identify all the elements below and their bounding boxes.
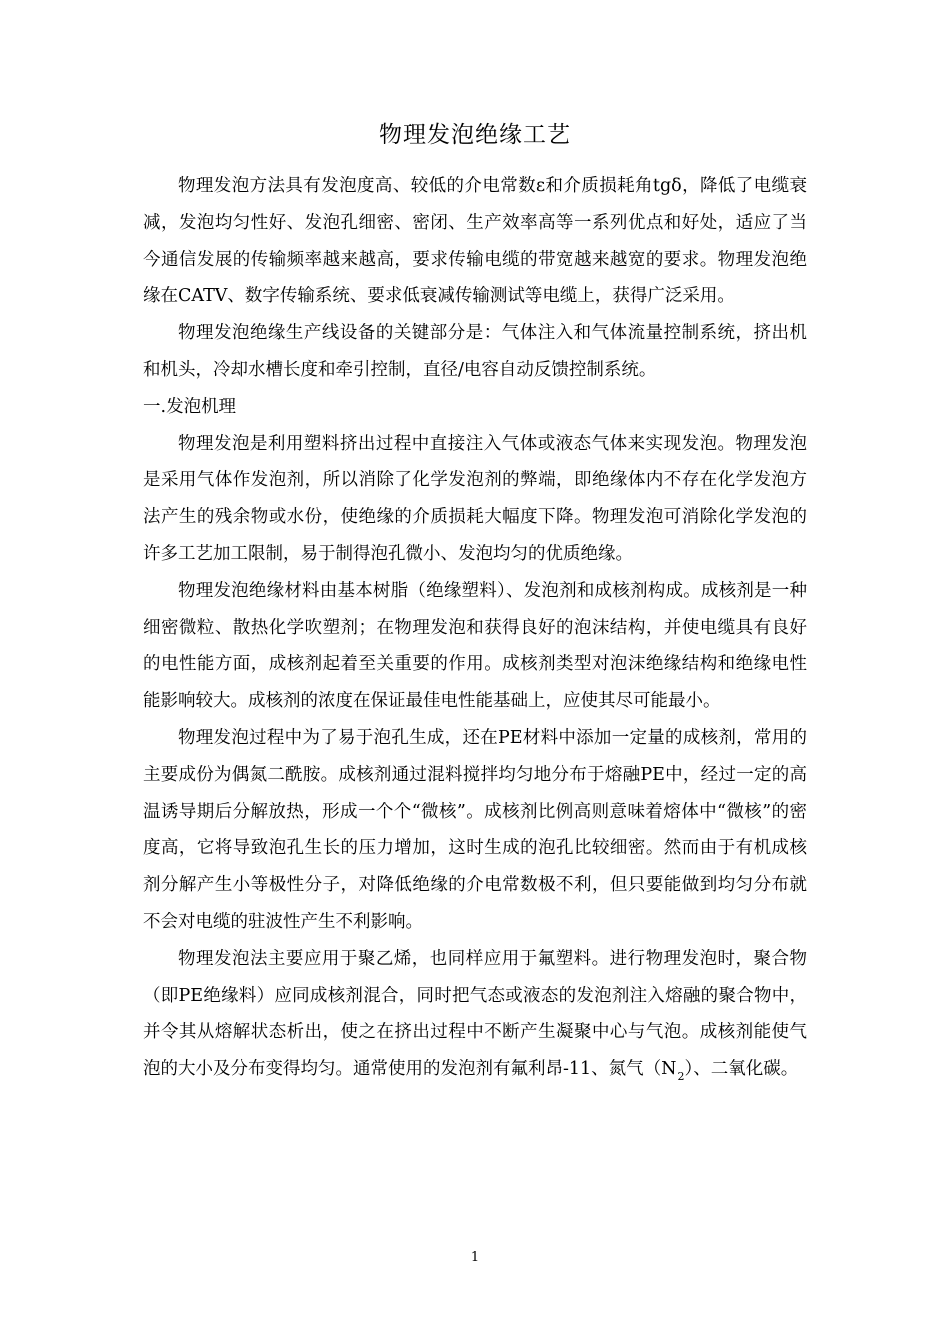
paragraph-nucleating-agent: 物理发泡过程中为了易于泡孔生成，还在PE材料中添加一定量的成核剂，常用的主要成份为偶氮二酰胺。成核剂通过混料搅拌均匀地分布于熔融PE中，经过一定的高温诱导期后分解放热，形成一个个“微核”。成核剂比例高则意味着熔体中“微核”的密度高，它将导致泡孔生长的压力增加，这时生成的泡孔比较细密。然而由于有机成核剂分解产生小等极性分子，对降低绝缘的介电常数极不利，但只要能做到均匀分布就不会对电缆的驻波性产生不利影响。	[143, 727, 807, 932]
document-title: 物理发泡绝缘工艺	[379, 122, 571, 148]
subscript-two: 2	[677, 1070, 685, 1084]
paragraph-intro: 物理发泡方法具有发泡度高、较低的介电常数ε和介质损耗角tgδ，降低了电缆衰减，发泡均匀性好、发泡孔细密、密闭、生产效率高等一系列优点和好处，适应了当今通信发展的传输频率越来越高，要求传输电缆的带宽越来越宽的要求。物理发泡绝缘在CATV、数字传输系统、要求低衰减传输测试等电缆上，获得广泛采用。	[143, 176, 807, 307]
paragraph-materials: 物理发泡绝缘材料由基本树脂（绝缘塑料）、发泡剂和成核剂构成。成核剂是一种细密微粒、散热化学吹塑剂；在物理发泡和获得良好的泡沫结构，并使电缆具有良好的电性能方面，成核剂起着至关重要的作用。成核剂类型对泡沫绝缘结构和绝缘电性能影响较大。成核剂的浓度在保证最佳电性能基础上，应使其尽可能最小。	[143, 580, 807, 712]
document-body	[143, 168, 807, 1096]
paragraph-mechanism: 物理发泡是利用塑料挤出过程中直接注入气体或液态气体来实现发泡。物理发泡是采用气体作发泡剂，所以消除了化学发泡剂的弊端，即绝缘体内不存在化学发泡方法产生的残余物或水份，使绝缘的介质损耗大幅度下降。物理发泡可消除化学发泡的许多工艺加工限制，易于制得泡孔微小、发泡均匀的优质绝缘。	[143, 433, 807, 564]
paragraph-application	[143, 941, 807, 1096]
paragraph-equipment: 物理发泡绝缘生产线设备的关键部分是：气体注入和气体流量控制系统，挤出机和机头，冷却水槽长度和牵引控制，直径/电容自动反馈控制系统。	[143, 323, 807, 380]
paren-open: （N	[643, 1059, 677, 1080]
paragraph-application-text: 物理发泡法主要应用于聚乙烯，也同样应用于氟塑料。进行物理发泡时，聚合物（即PE绝缘料）应同成核剂混合，同时把气态或液态的发泡剂注入熔融的聚合物中，并令其从熔解状态析出，使之在挤出过程中不断产生凝聚中心与气泡。成核剂能使气泡的大小及分布变得均匀。通常使用的发泡剂有氟利昂-11、氮气	[143, 948, 807, 1080]
page-number: 1	[470, 1250, 480, 1265]
section-heading: 一.发泡机理	[143, 396, 237, 417]
paren-close-text: ）、二氧化碳。	[684, 1059, 799, 1080]
